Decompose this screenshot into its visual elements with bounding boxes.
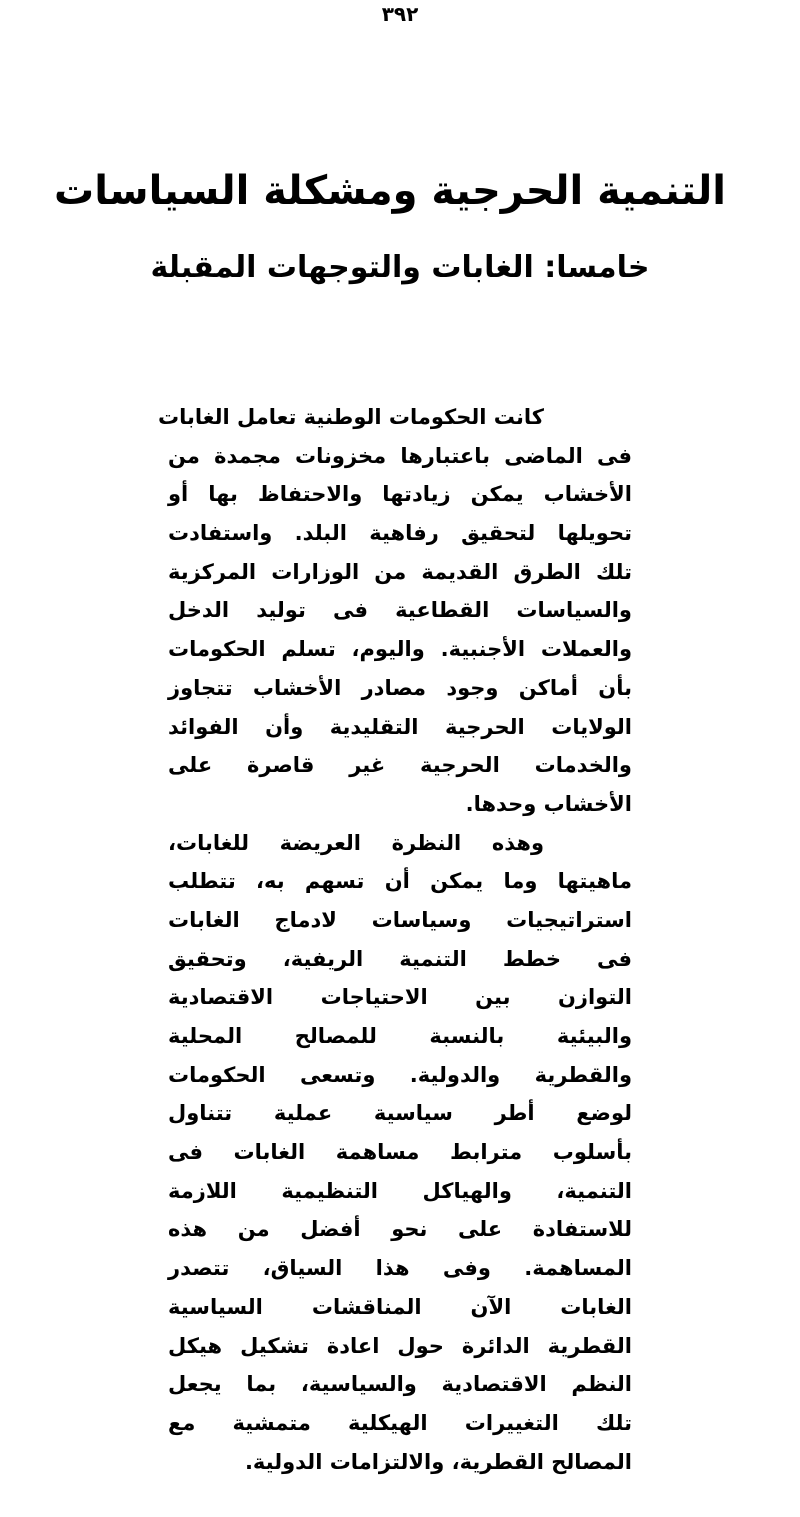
text-line: كانت الحكومات الوطنية تعامل الغابات xyxy=(157,405,544,429)
text-line: والسياسات القطاعية فى توليد الدخل xyxy=(168,598,632,623)
text-line: استراتيجيات وسياسات لادماج الغابات xyxy=(168,907,632,932)
text-line: التوازن بين الاحتياجات الاقتصادية xyxy=(168,985,632,1010)
text-line: بأن أماكن وجود مصادر الأخشاب تتجاوز xyxy=(168,675,632,700)
text-line: والخدمات الحرجية غير قاصرة على xyxy=(168,753,632,778)
text-line: المصالح القطرية، والالتزامات الدولية. xyxy=(244,1449,632,1474)
text-line: والقطرية والدولية. وتسعى الحكومات xyxy=(168,1062,632,1087)
text-line: تحويلها لتحقيق رفاهية البلد. واستفادت xyxy=(168,521,632,546)
text-line: وهذه النظرة العريضة للغابات، xyxy=(168,830,544,855)
text-line: بأسلوب مترابط مساهمة الغابات فى xyxy=(168,1140,632,1165)
text-line: الولايات الحرجية التقليدية وأن الفوائد xyxy=(168,714,632,739)
section-subtitle: خامسا: الغابات والتوجهات المقبلة xyxy=(150,250,650,285)
paragraph xyxy=(168,824,632,1482)
text-line: الأخشاب يمكن زيادتها والاحتفاظ بها أو xyxy=(168,482,632,507)
text-line: المساهمة. وفى هذا السياق، تتصدر xyxy=(168,1256,632,1281)
text-line: ماهيتها وما يمكن أن تسهم به، تتطلب xyxy=(168,869,632,894)
text-line: الأخشاب وحدها. xyxy=(465,791,632,816)
page-number: ٣٩٢ xyxy=(381,2,419,26)
text-line: لوضع أطر سياسية عملية تتناول xyxy=(168,1101,632,1126)
page-title: التنمية الحرجية ومشكلة السياسات xyxy=(54,168,726,214)
text-line: والعملات الأجنبية. واليوم، تسلم الحكومات xyxy=(168,637,632,662)
text-line: تلك الطرق القديمة من الوزارات المركزية xyxy=(168,559,632,584)
body-text xyxy=(157,398,632,1481)
text-line: الغابات الآن المناقشات السياسية xyxy=(168,1294,632,1319)
text-line: فى الماضى باعتبارها مخزونات مجمدة من xyxy=(168,443,632,468)
text-line: والبيئية بالنسبة للمصالح المحلية xyxy=(168,1024,632,1048)
text-line: تلك التغييرات الهيكلية متمشية مع xyxy=(168,1410,632,1435)
text-line: القطرية الدائرة حول اعادة تشكيل هيكل xyxy=(168,1333,632,1358)
text-line: للاستفادة على نحو أفضل من هذه xyxy=(168,1217,632,1242)
text-line: فى خطط التنمية الريفية، وتحقيق xyxy=(168,946,632,971)
text-line: التنمية، والهياكل التنظيمية اللازمة xyxy=(168,1178,632,1203)
text-line: النظم الاقتصادية والسياسية، بما يجعل xyxy=(168,1372,632,1397)
paragraph xyxy=(157,398,632,824)
